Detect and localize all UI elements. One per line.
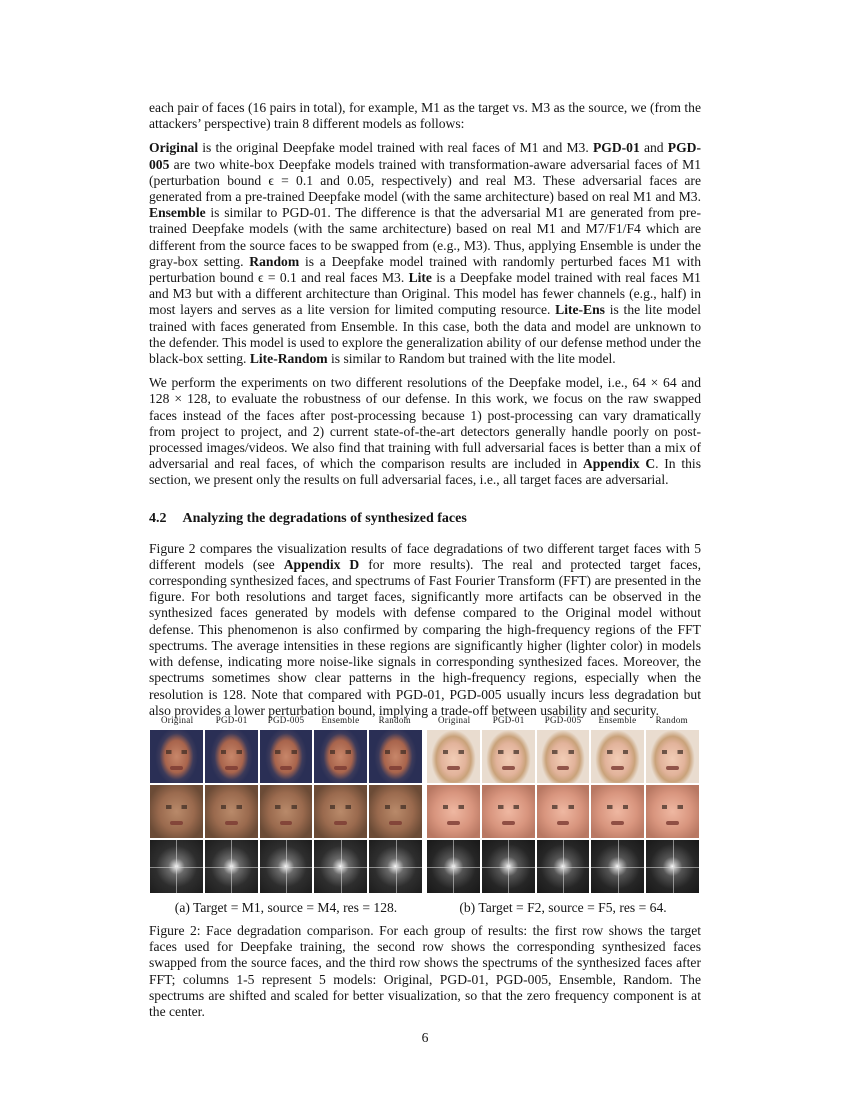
- face-mouth: [502, 766, 515, 770]
- column-label: PGD-01: [492, 715, 525, 725]
- fft-spectrum-image: [427, 840, 480, 893]
- column-label: PGD-005: [267, 715, 305, 725]
- text-run: . In this section, we present only the results on full adversarial faces, i.e., all target faces are adversarial.: [149, 456, 701, 488]
- text-run: is similar to Random but trained with the lite model.: [327, 351, 616, 367]
- bold-term: Ensemble: [149, 205, 206, 221]
- target-face-image: [482, 730, 535, 783]
- figure-panel-b: [427, 712, 699, 893]
- target-face-image: [314, 730, 367, 783]
- fft-spectrum-image: [591, 840, 644, 893]
- text-run: is the lite model trained with faces generated from Ensemble. In this case, both the data and model are unknown to the defender. This model is used to explore the generalization ability of our defense method under the black-box setting.: [149, 302, 702, 367]
- text-run: We perform the experiments on two different resolutions of the Deepfake model, i.e., 64 × 64 and 128 × 128, to evaluate the robustness of our defense. In this work, we focus on the raw swapped faces instead of the faces after post-processing because 1) post-processing can vary dramatically from project to project, and 2) current state-of-the-art detectors generally handle poorly on post-processed images/videos. We also find that training with full adversarial faces is better than a mix of adversarial and real faces, of which the comparison results are included in: [149, 375, 701, 472]
- column-labels-b: [427, 712, 699, 728]
- column-label: Random: [655, 715, 688, 725]
- face-eyes: [385, 805, 406, 809]
- image-grid-b: [427, 730, 699, 893]
- synthesized-face-image: [260, 785, 313, 838]
- text-run: each pair of faces (16 pairs in total), for example, M1 as the target vs. M3 as the source, we (from the attackers’ perspective) train 8 different models as follows:: [149, 100, 701, 132]
- face-mouth: [557, 766, 570, 770]
- face-eyes: [221, 805, 242, 809]
- face-eyes: [498, 750, 519, 754]
- synthesized-face-image: [150, 785, 203, 838]
- fft-spectrum-image: [260, 840, 313, 893]
- face-mouth: [447, 766, 460, 770]
- subcaption-b: (b) Target = F2, source = F5, res = 64.: [459, 900, 667, 915]
- face-eyes: [275, 750, 296, 754]
- bold-term: Random: [249, 253, 300, 269]
- fft-spectrum-image: [314, 840, 367, 893]
- face-eyes: [552, 805, 573, 809]
- paragraph: [149, 375, 701, 488]
- column-label: PGD-01: [215, 715, 248, 725]
- column-label: Original: [161, 715, 194, 725]
- face-mouth: [666, 766, 679, 770]
- text-run: is a Deepfake model trained with randomly perturbed faces M1 with perturbation bound ϵ = 0.1 and real faces M3.: [149, 253, 702, 286]
- face-eyes: [385, 750, 406, 754]
- face-eyes: [221, 750, 242, 754]
- image-grid-a: [150, 730, 422, 893]
- synthesized-face-image: [205, 785, 258, 838]
- target-face-image: [646, 730, 699, 783]
- bold-term: Original: [149, 140, 199, 156]
- face-mouth: [280, 766, 293, 770]
- synthesized-face-image: [314, 785, 367, 838]
- face-mouth: [611, 821, 624, 825]
- synthesized-face-image: [591, 785, 644, 838]
- synthesized-face-image: [482, 785, 535, 838]
- face-mouth: [502, 821, 515, 825]
- figure-caption: [149, 923, 701, 1020]
- column-label: Random: [378, 715, 411, 725]
- synthesized-face-image: [537, 785, 590, 838]
- target-face-image: [369, 730, 422, 783]
- page-number: 6: [421, 1030, 429, 1045]
- target-face-image: [150, 730, 203, 783]
- face-eyes: [607, 805, 628, 809]
- face-eyes: [552, 750, 573, 754]
- face-eyes: [607, 750, 628, 754]
- section-heading: [149, 511, 701, 527]
- bold-term: Appendix C: [582, 456, 656, 472]
- fft-spectrum-image: [482, 840, 535, 893]
- face-mouth: [170, 821, 183, 825]
- figure-panel-a: [150, 712, 422, 893]
- synthesized-face-image: [369, 785, 422, 838]
- face-eyes: [330, 750, 351, 754]
- section-body-paragraph: [149, 541, 701, 719]
- figure-caption-text: Figure 2: Face degradation comparison. For each group of results: the first row shows the target faces used for Deepfake training, the second row shows the corresponding synthesized faces swapped from the source faces, and the third row shows the spectrums of the synthesized faces after FFT; columns 1-5 represent 5 models: Original, PGD-01, PGD-005, Ensemble, Random. The spectrums are shifted and scaled for better visualization, so that the zero frequency component is at the center.: [149, 923, 701, 1020]
- bold-term: Lite: [408, 270, 432, 286]
- fft-spectrum-image: [537, 840, 590, 893]
- face-mouth: [170, 766, 183, 770]
- face-eyes: [330, 805, 351, 809]
- target-face-image: [537, 730, 590, 783]
- face-mouth: [389, 821, 402, 825]
- paragraph: [149, 100, 701, 132]
- section-title: Analyzing the degradations of synthesized faces: [182, 510, 467, 526]
- face-eyes: [443, 750, 464, 754]
- face-eyes: [166, 805, 187, 809]
- face-mouth: [447, 821, 460, 825]
- subcaption-a: (a) Target = M1, source = M4, res = 128.: [174, 900, 398, 915]
- column-labels-a: [150, 712, 422, 728]
- intro-paragraphs: [149, 100, 701, 489]
- face-eyes: [443, 805, 464, 809]
- synthesized-face-image: [427, 785, 480, 838]
- face-mouth: [389, 766, 402, 770]
- face-mouth: [280, 821, 293, 825]
- face-mouth: [225, 821, 238, 825]
- face-mouth: [611, 766, 624, 770]
- text-run: is a Deepfake model trained with real faces M1 and M3 but with a different architecture than Original. This model has fewer channels (e.g., half) in most layers and serves as a lite version for limited computing resource.: [149, 270, 701, 318]
- text-run: are two white-box Deepfake models trained with transformation-aware adversarial faces of M1 (perturbation bound ϵ = 0.1 and 0.05, respectively) and real M3. These adversarial faces are generated from a pre-trained Deepfake model (with the same architecture) based on real M1 and M3.: [149, 156, 701, 205]
- face-eyes: [662, 805, 683, 809]
- column-label: Ensemble: [321, 715, 360, 725]
- bold-term: PGD-01: [592, 140, 640, 156]
- fft-spectrum-image: [205, 840, 258, 893]
- bold-term: Lite-Ens: [555, 302, 605, 318]
- text-run: is similar to PGD-01. The difference is that the adversarial M1 are generated from pre-trained Deepfake models (with the same architecture) based on real M1 and M7/F1/F4 which are different from the source faces to be swapped from (e.g., M3). Thus, applying Ensemble is under the gray-box setting.: [149, 205, 701, 269]
- fft-spectrum-image: [646, 840, 699, 893]
- text-run: and: [639, 140, 668, 156]
- synthesized-face-image: [646, 785, 699, 838]
- section-number: 4.2: [149, 510, 167, 526]
- column-label: PGD-005: [544, 715, 582, 725]
- bold-term: Lite-Random: [249, 351, 328, 367]
- face-eyes: [166, 750, 187, 754]
- face-eyes: [498, 805, 519, 809]
- bold-term: PGD-005: [149, 140, 701, 172]
- bold-term: Appendix D: [283, 556, 360, 572]
- target-face-image: [260, 730, 313, 783]
- fft-spectrum-image: [369, 840, 422, 893]
- column-label: Original: [438, 715, 471, 725]
- target-face-image: [205, 730, 258, 783]
- paragraph: [149, 140, 701, 367]
- target-face-image: [427, 730, 480, 783]
- face-mouth: [334, 821, 347, 825]
- text-run: is the original Deepfake model trained with real faces of M1 and M3.: [198, 140, 593, 156]
- text-run: Figure 2 compares the visualization results of face degradations of two different target faces with 5 different models (see: [149, 540, 701, 572]
- fft-spectrum-image: [150, 840, 203, 893]
- section-paragraph: [149, 541, 701, 719]
- face-eyes: [275, 805, 296, 809]
- text-run: for more results). The real and protected target faces, corresponding synthesized faces, and spectrums of Fast Fourier Transform (FFT) are presented in the figure. For both resolutions and target faces, significantly more artifacts can be observed in the synthesized faces generated by models with defense compared to the Original model without defense. This phenomenon is also confirmed by comparing the high-frequency regions of the FFT spectrums. The average intensities in these regions are significantly higher (lighter color) in models with defense, indicating more noise-like signals in corresponding synthesized faces. Moreover, the spectrums sometimes show clear patterns in the high-frequency regions, especially when the resolution is 128. Note that compared with PGD-01, PGD-005 usually incurs less degradation but also provides a lower perturbation bound, implying a trade-off between usability and security.: [149, 556, 701, 718]
- face-eyes: [662, 750, 683, 754]
- column-label: Ensemble: [598, 715, 637, 725]
- face-mouth: [225, 766, 238, 770]
- paper-body: [149, 100, 701, 727]
- face-mouth: [557, 821, 570, 825]
- face-mouth: [666, 821, 679, 825]
- face-mouth: [334, 766, 347, 770]
- target-face-image: [591, 730, 644, 783]
